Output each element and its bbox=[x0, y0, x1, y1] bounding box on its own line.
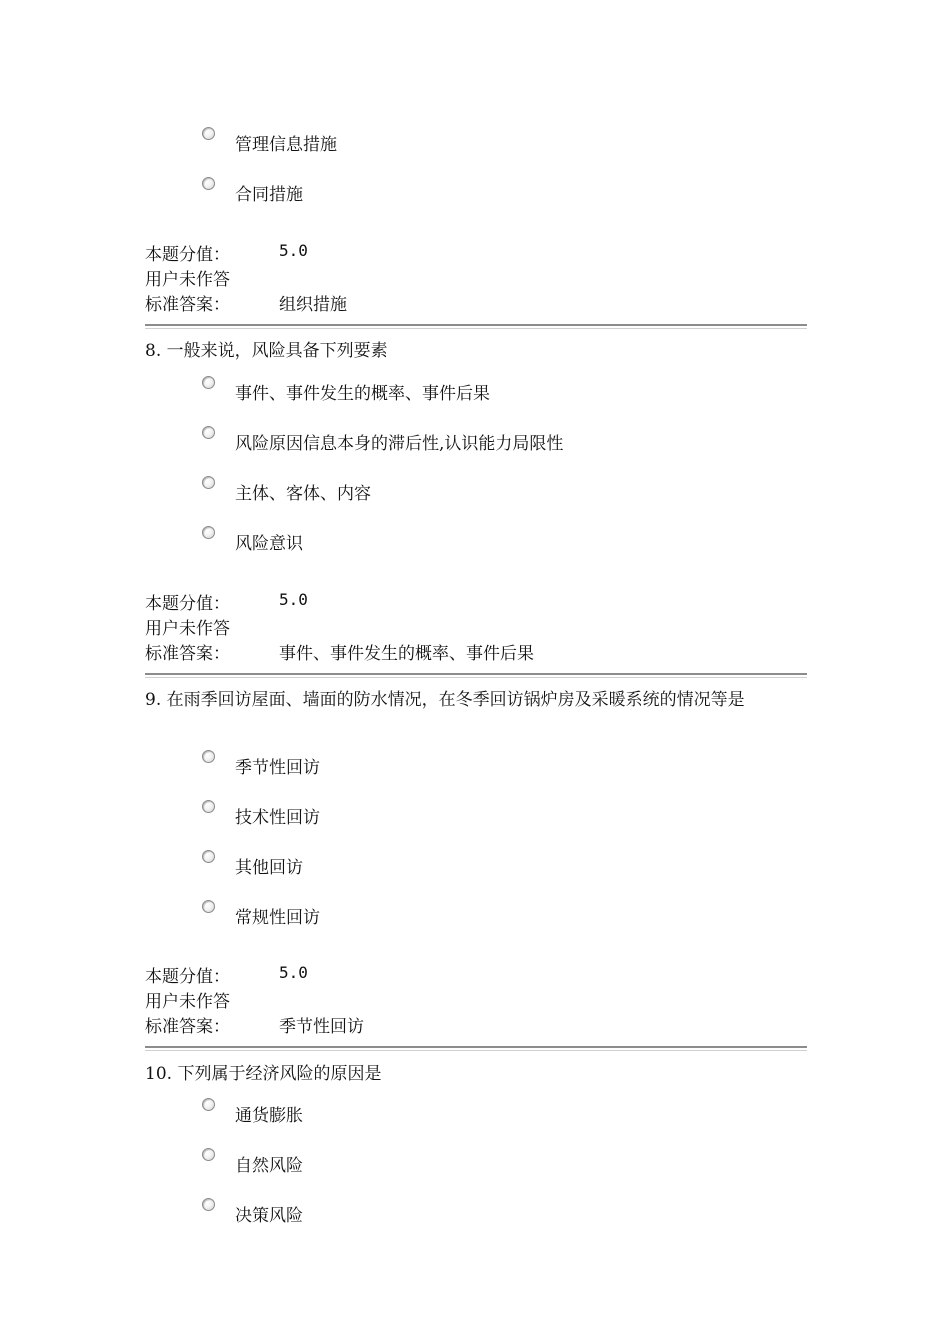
radio-button[interactable] bbox=[202, 850, 215, 863]
q7-score-label: 本题分值： bbox=[145, 245, 230, 265]
radio-button[interactable] bbox=[202, 1198, 215, 1211]
option-label: 通货膨胀 bbox=[235, 1106, 303, 1126]
radio-button[interactable] bbox=[202, 376, 215, 389]
radio-button[interactable] bbox=[202, 526, 215, 539]
option-label: 决策风险 bbox=[235, 1206, 303, 1226]
radio-button[interactable] bbox=[202, 426, 215, 439]
q9-status: 用户未作答 bbox=[145, 992, 230, 1012]
q8-score-label: 本题分值： bbox=[145, 594, 230, 614]
q7-answer-label: 标准答案： bbox=[145, 295, 230, 315]
option-label: 合同措施 bbox=[235, 185, 303, 205]
option-label: 风险原因信息本身的滞后性,认识能力局限性 bbox=[235, 434, 564, 454]
radio-button[interactable] bbox=[202, 1148, 215, 1161]
option-label: 事件、事件发生的概率、事件后果 bbox=[235, 384, 490, 404]
radio-button[interactable] bbox=[202, 800, 215, 813]
option-label: 季节性回访 bbox=[235, 758, 320, 778]
q10-title: 10. 下列属于经济风险的原因是 bbox=[145, 1064, 382, 1084]
q9-title: 9. 在雨季回访屋面、墙面的防水情况，在冬季回访锅炉房及采暖系统的情况等是 bbox=[145, 690, 745, 710]
question-divider bbox=[145, 673, 807, 678]
q7-score-value: 5.0 bbox=[279, 241, 308, 260]
option-label: 主体、客体、内容 bbox=[235, 484, 371, 504]
q7-status: 用户未作答 bbox=[145, 270, 230, 290]
q7-answer-value: 组织措施 bbox=[279, 295, 347, 315]
radio-button[interactable] bbox=[202, 127, 215, 140]
question-divider bbox=[145, 1046, 807, 1051]
radio-button[interactable] bbox=[202, 750, 215, 763]
option-label: 其他回访 bbox=[235, 858, 303, 878]
radio-button[interactable] bbox=[202, 900, 215, 913]
q8-status: 用户未作答 bbox=[145, 619, 230, 639]
option-label: 常规性回访 bbox=[235, 908, 320, 928]
radio-button[interactable] bbox=[202, 177, 215, 190]
q9-answer-value: 季节性回访 bbox=[279, 1017, 364, 1037]
option-label: 管理信息措施 bbox=[235, 135, 337, 155]
option-label: 技术性回访 bbox=[235, 808, 320, 828]
q9-answer-label: 标准答案： bbox=[145, 1017, 230, 1037]
q8-answer-label: 标准答案： bbox=[145, 644, 230, 664]
option-label: 自然风险 bbox=[235, 1156, 303, 1176]
radio-button[interactable] bbox=[202, 476, 215, 489]
q9-score-value: 5.0 bbox=[279, 963, 308, 982]
q8-answer-value: 事件、事件发生的概率、事件后果 bbox=[279, 644, 534, 664]
q8-score-value: 5.0 bbox=[279, 590, 308, 609]
question-divider bbox=[145, 324, 807, 329]
radio-button[interactable] bbox=[202, 1098, 215, 1111]
q8-title: 8. 一般来说，风险具备下列要素 bbox=[145, 341, 388, 361]
q9-score-label: 本题分值： bbox=[145, 967, 230, 987]
option-label: 风险意识 bbox=[235, 534, 303, 554]
